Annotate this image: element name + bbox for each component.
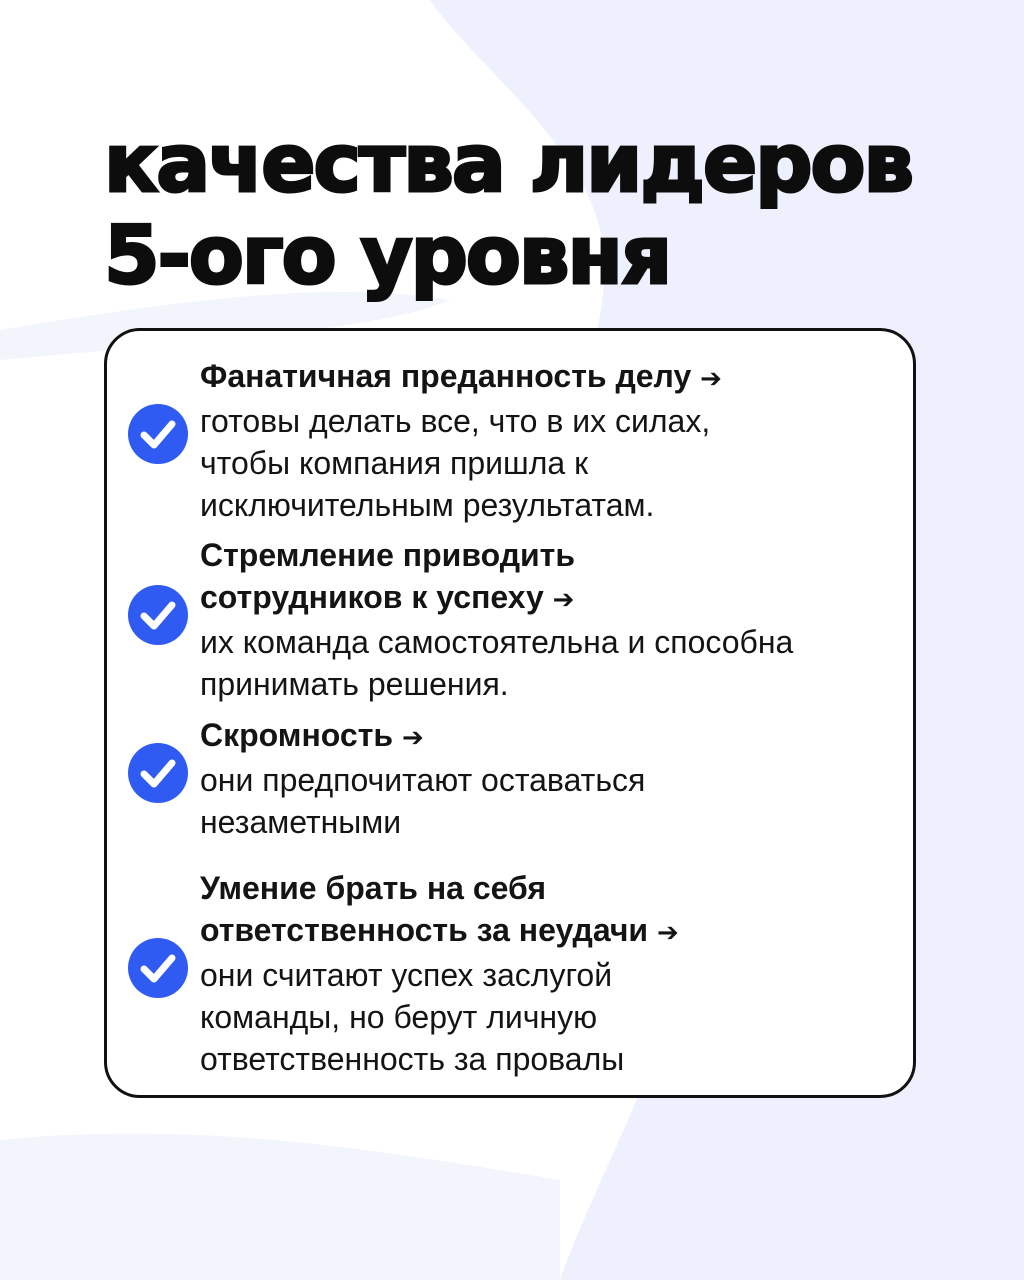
arrow-right-icon: ➔	[656, 918, 679, 948]
quality-description-line: их команда самостоятельна и способна	[200, 624, 794, 660]
quality-description-line: команды, но берут личную	[200, 999, 598, 1035]
arrow-right-icon: ➔	[700, 364, 722, 394]
quality-heading: Фанатичная преданность делу ➔	[200, 358, 722, 394]
quality-description-line: незаметными	[200, 804, 402, 840]
arrow-right-icon: ➔	[401, 723, 424, 753]
quality-description-line: чтобы компания пришла к	[200, 445, 589, 481]
qualities-card	[104, 328, 916, 1098]
quality-description-line: готовы делать все, что в их силах,	[200, 403, 711, 439]
check-circle-icon	[126, 936, 190, 1000]
check-circle-icon	[126, 402, 190, 466]
quality-heading: ответственность за неудачи ➔	[200, 912, 679, 948]
quality-heading: Скромность ➔	[200, 717, 424, 753]
quality-text	[200, 867, 901, 1080]
quality-description-line: принимать решения.	[200, 666, 509, 702]
check-circle-icon	[126, 583, 190, 647]
title-line-2: 5-ого уровня	[104, 209, 671, 302]
quality-heading: Умение брать на себя	[200, 870, 547, 906]
quality-heading: Стремление приводить	[200, 537, 576, 573]
quality-heading: сотрудников к успеху ➔	[200, 579, 575, 615]
page-title	[104, 118, 912, 302]
quality-description-line: ответственность за провалы	[200, 1041, 625, 1077]
quality-text	[200, 534, 901, 705]
quality-description-line: они считают успех заслугой	[200, 957, 613, 993]
quality-text	[200, 355, 901, 526]
quality-description-line: исключительным результатам.	[200, 487, 655, 523]
title-line-1: качества лидеров	[104, 117, 913, 210]
quality-text	[200, 714, 901, 843]
check-circle-icon	[126, 741, 190, 805]
arrow-right-icon: ➔	[552, 585, 575, 615]
quality-description-line: они предпочитают оставаться	[200, 762, 646, 798]
